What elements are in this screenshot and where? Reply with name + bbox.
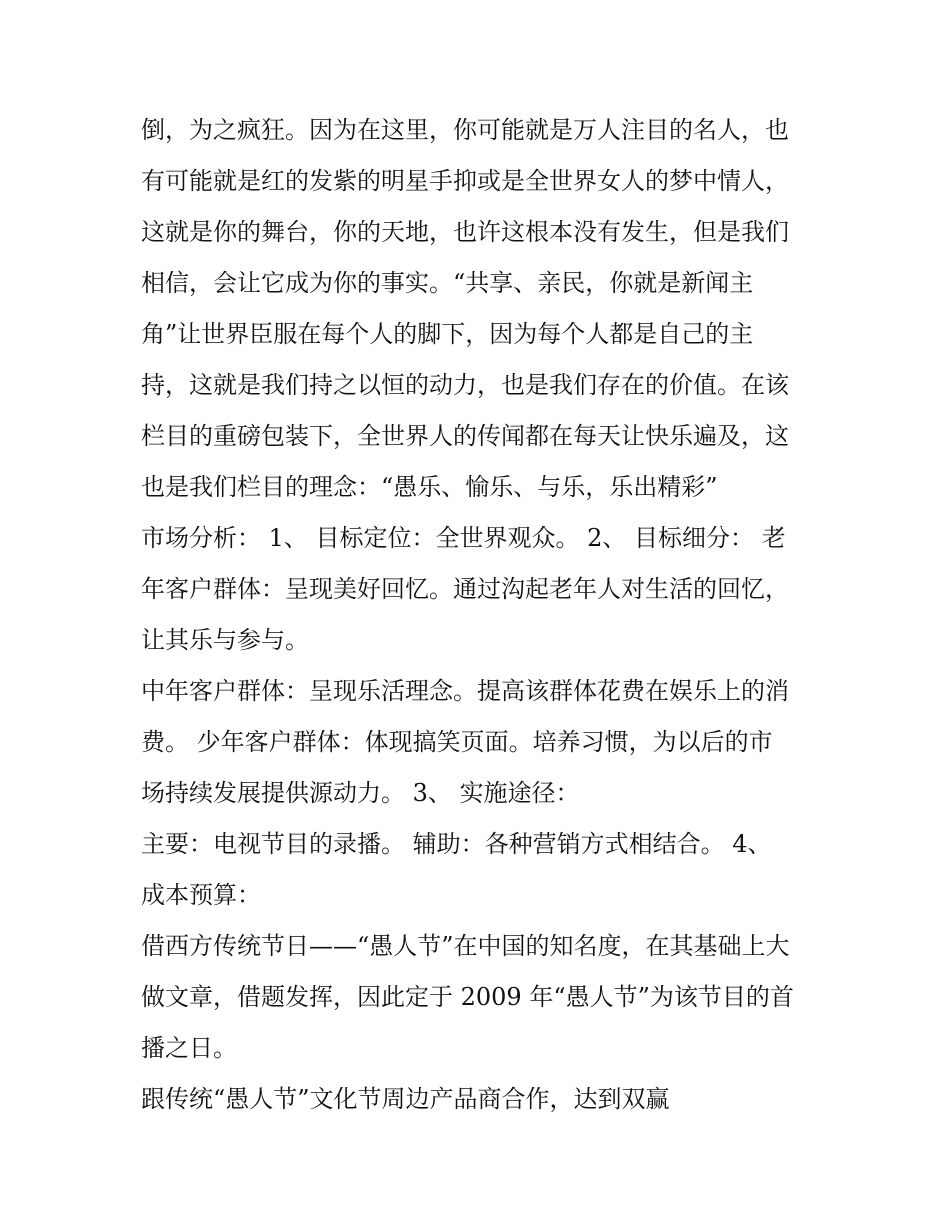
text-line: 角”让世界臣服在每个人的脚下，因为每个人都是自己的主 [141, 320, 754, 348]
text-line: 播之日。 [141, 1034, 237, 1062]
text-line: 市场分析： 1、 目标定位：全世界观众。 2、 目标细分： 老 [141, 524, 786, 552]
text-line: 持，这就是我们持之以恒的动力，也是我们存在的价值。在该 [141, 371, 789, 399]
text-line: 费。 少年客户群体：体现搞笑页面。培养习惯，为以后的市 [141, 728, 773, 756]
text-line: 跟传统“愚人节”文化节周边产品商合作，达到双赢 [141, 1085, 670, 1113]
text-line: 这就是你的舞台，你的天地，也许这根本没有发生，但是我们 [141, 218, 789, 246]
text-line: 栏目的重磅包装下，全世界人的传闻都在每天让快乐遍及，这 [141, 422, 789, 450]
text-line: 场持续发展提供源动力。 3、 实施途径： [141, 779, 580, 807]
text-line: 借西方传统节日——“愚人节”在中国的知名度，在其基础上大 [141, 932, 790, 960]
text-line: 让其乐与参与。 [141, 626, 309, 654]
text-line: 主要：电视节目的录播。 辅助：各种营销方式相结合。 4、 [141, 830, 772, 858]
body-text [141, 108, 821, 1128]
text-line: 中年客户群体：呈现乐活理念。提高该群体花费在娱乐上的消 [141, 677, 789, 705]
text-line: 做文章，借题发挥，因此定于 2009 年“愚人节”为该节目的首 [141, 983, 794, 1011]
text-line: 相信，会让它成为你的事实。“共享、亲民，你就是新闻主 [141, 269, 754, 297]
text-line: 有可能就是红的发紫的明星手抑或是全世界女人的梦中情人， [141, 167, 789, 195]
text-line: 成本预算： [141, 881, 261, 909]
text-line: 年客户群体：呈现美好回忆。通过沟起老年人对生活的回忆， [141, 575, 789, 603]
text-line: 也是我们栏目的理念：“愚乐、愉乐、与乐，乐出精彩” [141, 473, 718, 501]
text-line: 倒，为之疯狂。因为在这里，你可能就是万人注目的名人，也 [141, 116, 789, 144]
